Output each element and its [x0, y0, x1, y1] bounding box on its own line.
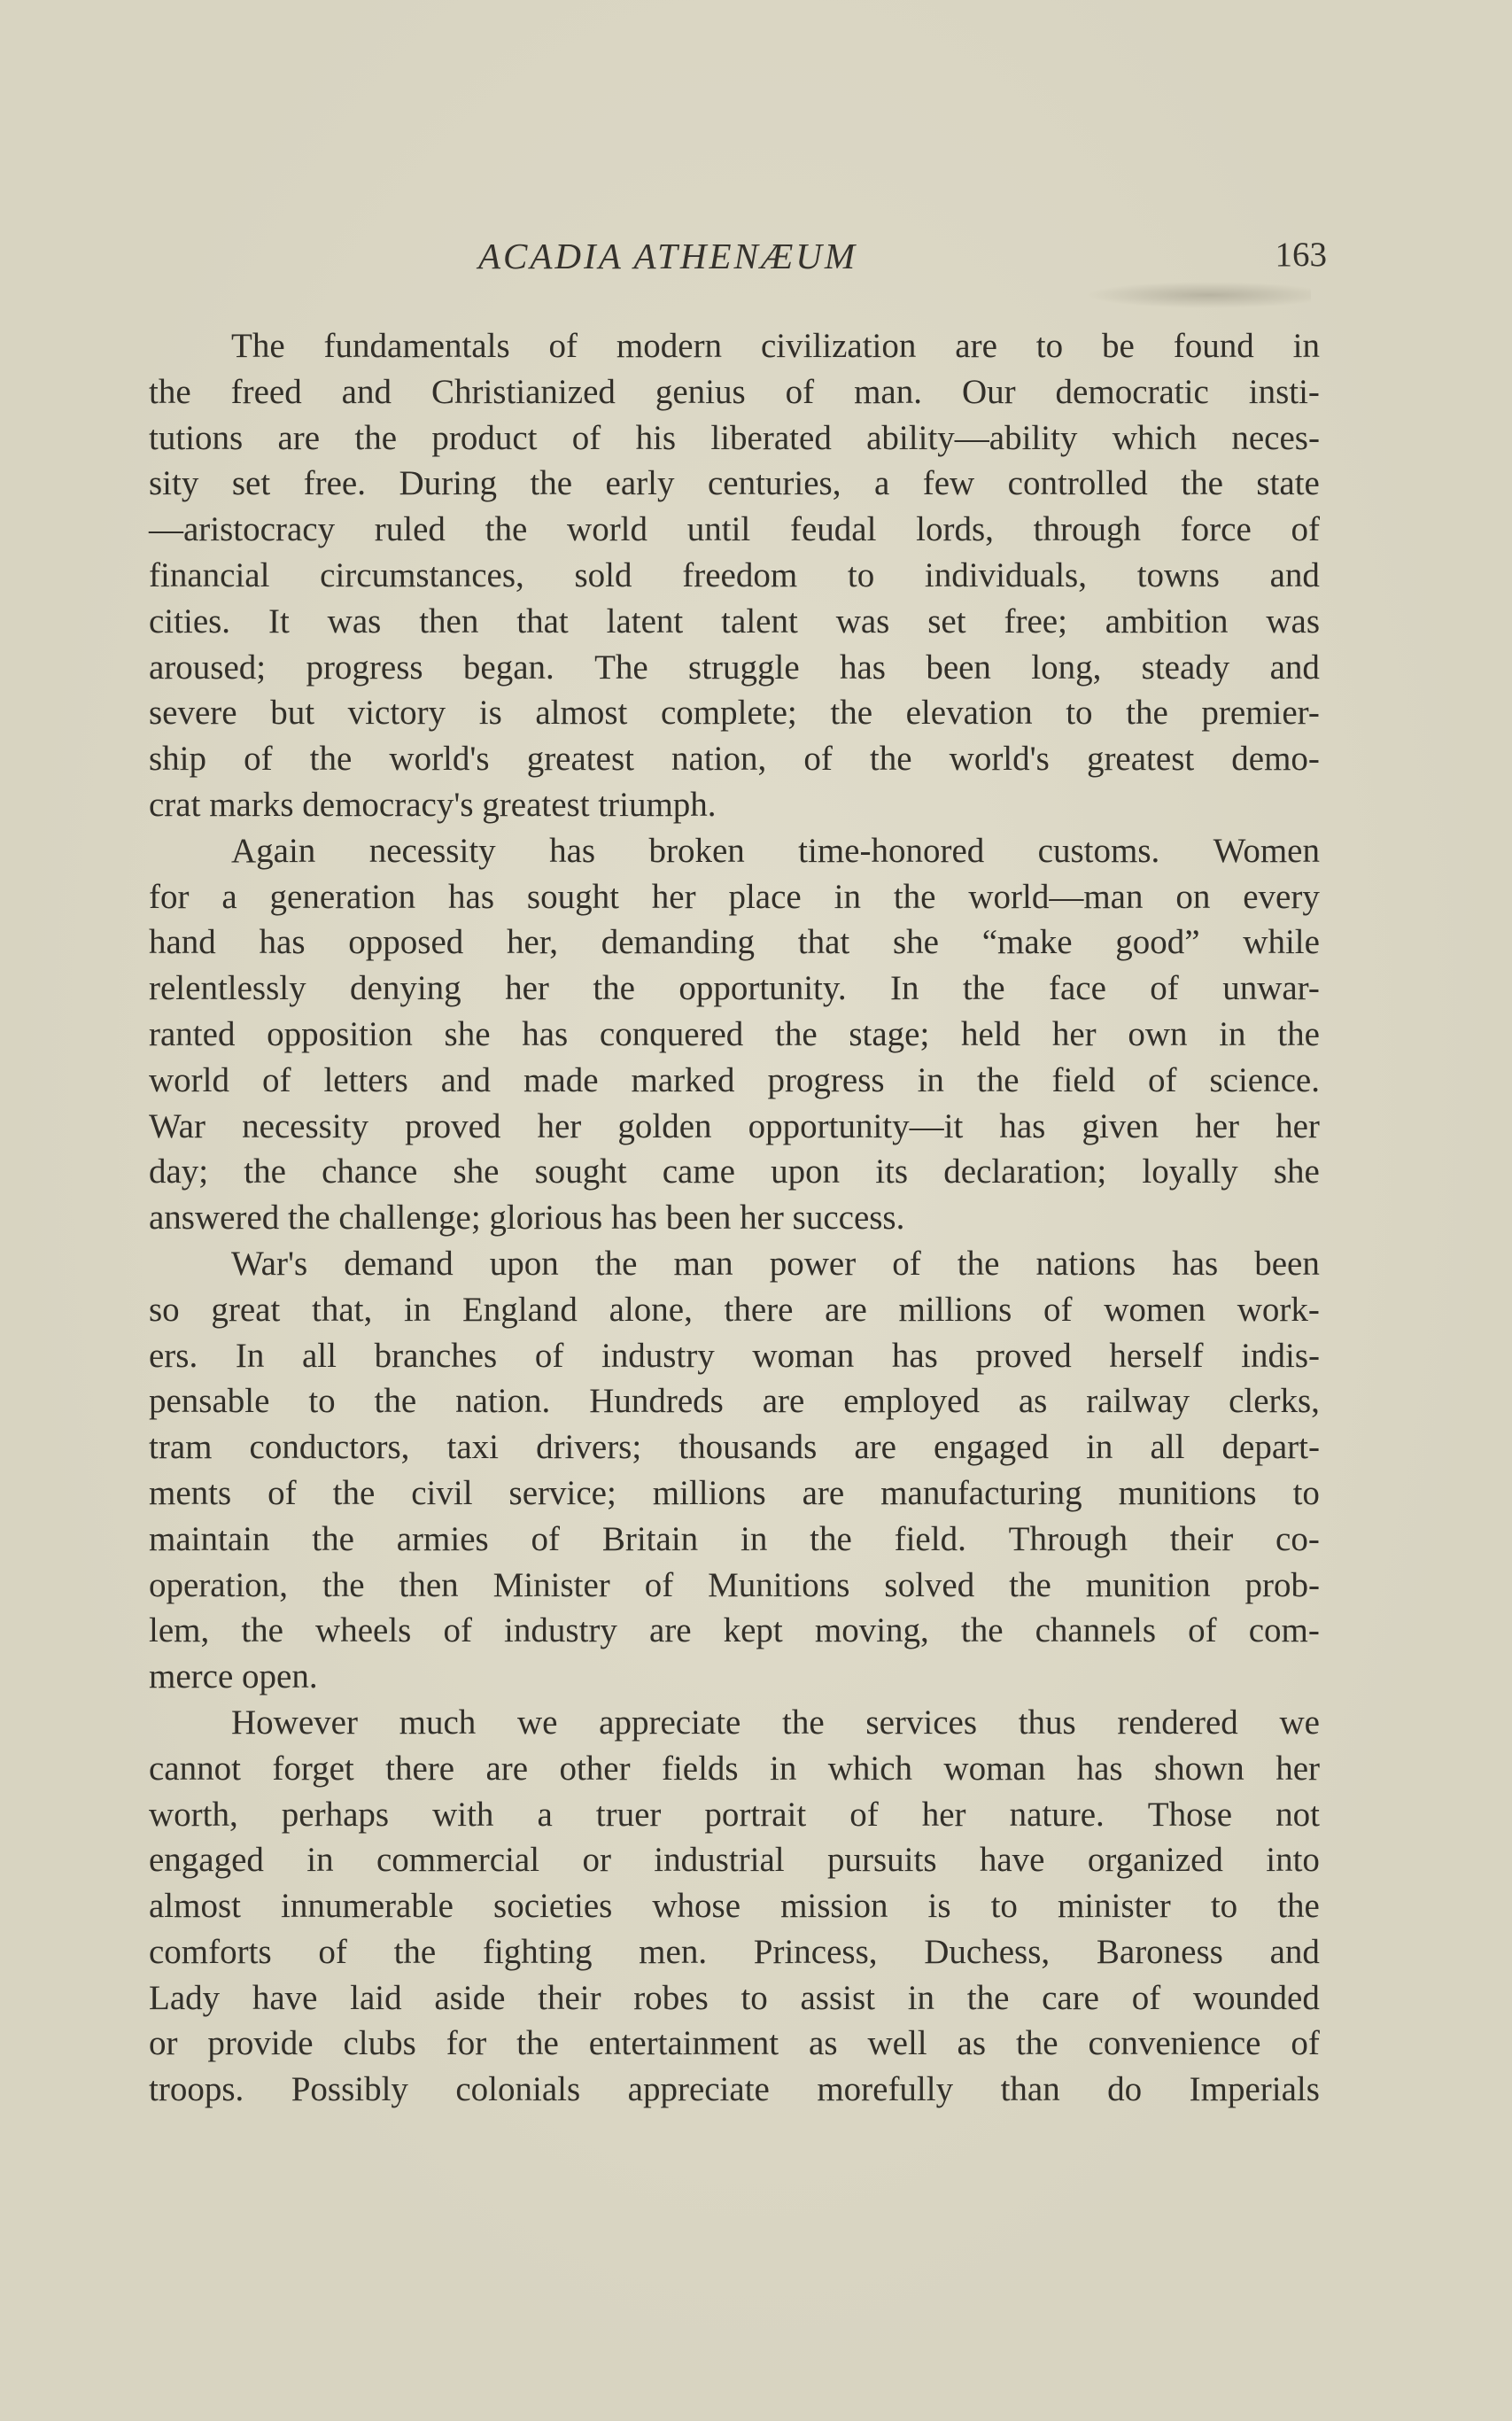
text-line: operation, the then Minister of Munitions solved the munition prob- — [149, 1565, 1320, 1604]
text-line: cannot forget there are other fields in which woman has shown her — [149, 1749, 1320, 1788]
text-line: aroused; progress began. The struggle has been long, steady and — [149, 648, 1320, 687]
text-line: Again necessity has broken time-honored customs. Women — [231, 831, 1320, 870]
text-line: tutions are the product of his liberated ability—ability which neces- — [149, 418, 1320, 457]
text-line: ship of the world's greatest nation, of the world's greatest demo- — [149, 740, 1320, 779]
text-line: pensable to the nation. Hundreds are employed as railway clerks, — [149, 1382, 1320, 1421]
text-line: troops. Possibly colonials appreciate morefully than do Imperials — [149, 2070, 1320, 2109]
text-line: merce open. — [149, 1657, 318, 1696]
text-line: ranted opposition she has conquered the stage; held her own in the — [149, 1014, 1320, 1053]
text-line: sity set free. During the early centuries, a few controlled the state — [149, 464, 1320, 503]
text-line: or provide clubs for the entertainment as well as the convenience of — [149, 2024, 1320, 2063]
text-line: engaged in commercial or industrial pursuits have organized into — [149, 1841, 1320, 1880]
ink-smudge — [1085, 282, 1311, 308]
text-line: world of letters and made marked progress in the field of science. — [149, 1060, 1320, 1099]
text-line: comforts of the fighting men. Princess, Duchess, Baroness and — [149, 1932, 1320, 1971]
text-line: ers. In all branches of industry woman has proved herself indis- — [149, 1336, 1320, 1375]
text-line: answered the challenge; glorious has been her success. — [149, 1199, 905, 1238]
text-line: However much we appreciate the services thus rendered we — [231, 1703, 1320, 1742]
text-line: the freed and Christianized genius of man. Our democratic insti- — [149, 372, 1320, 411]
text-line: crat marks democracy's greatest triumph. — [149, 785, 717, 824]
paragraph — [149, 323, 1320, 828]
text-line: War necessity proved her golden opportunity—it has given her her — [149, 1106, 1320, 1145]
text-line: lem, the wheels of industry are kept moving, the channels of com- — [149, 1611, 1320, 1650]
article-body — [149, 323, 1320, 2113]
paragraph — [149, 1241, 1320, 1700]
text-line: Lady have laid aside their robes to assist in the care of wounded — [149, 1978, 1320, 2017]
text-line: financial circumstances, sold freedom to individuals, towns and — [149, 555, 1320, 594]
text-line: worth, perhaps with a truer portrait of her nature. Those not — [149, 1795, 1320, 1834]
paragraph — [149, 1700, 1320, 2113]
page-header — [149, 235, 1327, 288]
text-line: almost innumerable societies whose mission is to minister to the — [149, 1887, 1320, 1926]
text-line: maintain the armies of Britain in the field. Through their co- — [149, 1519, 1320, 1558]
text-line: War's demand upon the man power of the nations has been — [231, 1244, 1320, 1283]
text-line: day; the chance she sought came upon its declaration; loyally she — [149, 1152, 1320, 1191]
text-line: cities. It was then that latent talent was set free; ambition was — [149, 601, 1320, 640]
paragraph — [149, 828, 1320, 1241]
running-title: ACADIA ATHENÆUM — [478, 236, 858, 276]
text-line: severe but victory is almost complete; the elevation to the premier- — [149, 694, 1320, 733]
text-line: hand has opposed her, demanding that she “make good” while — [149, 923, 1320, 962]
text-line: ments of the civil service; millions are manufacturing munitions to — [149, 1473, 1320, 1512]
text-line: The fundamentals of modern civilization are to be found in — [231, 327, 1320, 365]
text-line: relentlessly denying her the opportunity. In the face of unwar- — [149, 969, 1320, 1008]
text-line: —aristocracy ruled the world until feudal lords, through force of — [149, 510, 1320, 549]
text-line: so great that, in England alone, there are millions of women work- — [149, 1290, 1320, 1329]
text-line: for a generation has sought her place in the world—man on every — [149, 877, 1320, 916]
page-number: 163 — [1275, 236, 1327, 274]
text-line: tram conductors, taxi drivers; thousands are engaged in all depart- — [149, 1428, 1320, 1467]
